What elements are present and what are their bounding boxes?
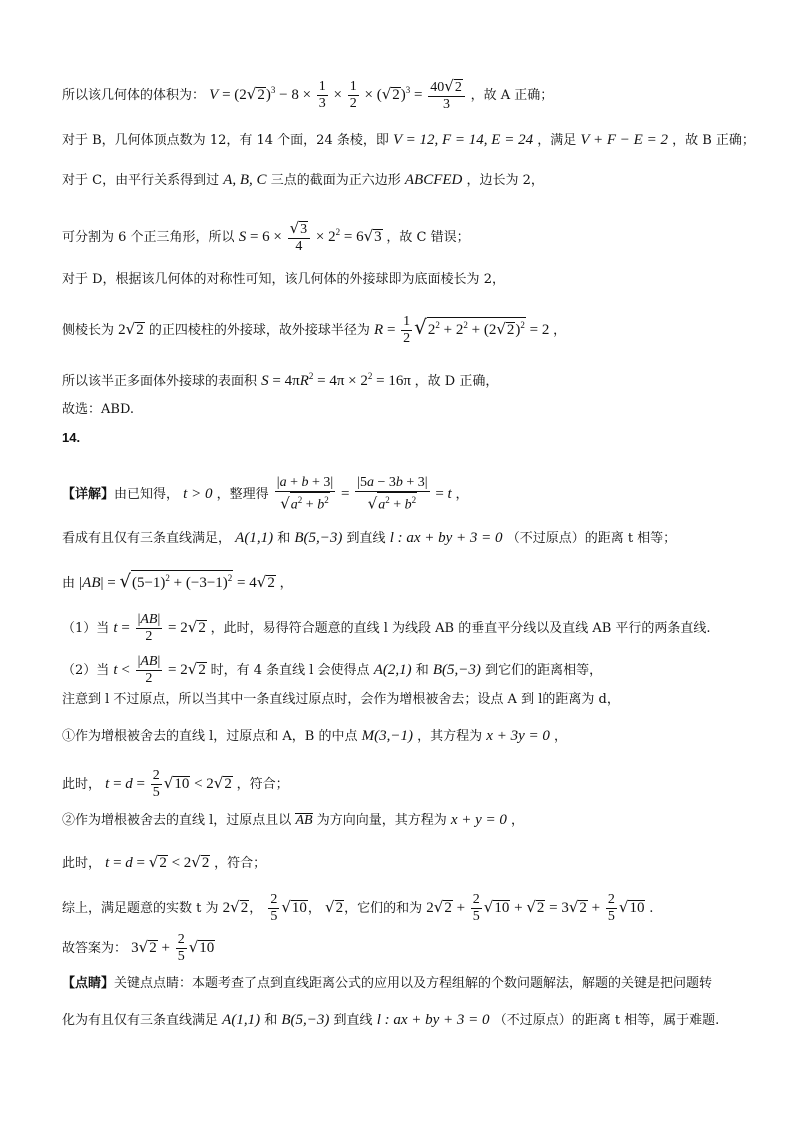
comment2-text: 化为有且仅有三条直线满足 [62, 1013, 219, 1028]
detail-formula2: $\frac{|a + b + 3|}{√a^2 + b^2}$ = $\frac{|5a - 3b + 3|}{√a^2 + b^2}$ = t [276, 475, 452, 513]
volume-formula: $V = (2√2)^3 - 8$ × $\frac{1}{3}$ × $\frac{1}{2}$ × $(√2)^3$ = $\frac{40√2}{3}$ [209, 87, 470, 103]
question-number-text: 14. [62, 430, 81, 445]
root2-text: ②作为增根被舍去的直线 l，过原点且以 [62, 813, 292, 828]
question-number [62, 428, 746, 448]
d-line [62, 270, 746, 290]
midpoint-m: M(3,−1) [361, 728, 413, 744]
summary-value2: $\frac{2}{5}$ √10 [270, 892, 307, 924]
radius-formula2: R = $\frac{1}{2}$ $√2^2 + 2^2 + (2√2)^2 = 2$ [374, 314, 554, 346]
volume-text: 所以该几何体的体积为： [62, 87, 206, 103]
summary-line: 综上，满足题意的实数 t 为 2√2， $\frac{2}{5}$ √10， √2，它们的和为 2√2 + $\frac{2}{5}$ √10 + √2 = 3√2 + $\frac{2}{5}$ √10 . [62, 892, 654, 924]
and-1: 和 [277, 531, 291, 546]
note-text: 注意到 l 不过原点，所以当其中一条直线过原点时，会作为增根被舍去；设点 A 到 l的距离为 d， [62, 692, 620, 707]
answer-text: 故选：ABD. [62, 402, 135, 417]
root1-check-formula: t = d = $\frac{2}{5}$ √10 < 2√2 [105, 768, 232, 800]
detail-line [62, 475, 746, 514]
root1-mid: ，其方程为 [417, 729, 483, 744]
detail-text: 由已知得， [114, 486, 180, 502]
case1-end: ，此时，易得符合题意的直线 l 为线段 AB 的垂直平分线以及直线 AB 平行的两条直线. [210, 620, 711, 636]
ab-formula: $|AB| = √(5-1)^2 + (-3-1)^2 = 4√2$ [79, 571, 275, 592]
root2-equation: x + y = 0 [450, 812, 507, 828]
case2-formula: t < $\frac{|AB|}{2}$ = 2√2 [113, 654, 206, 686]
comment2-and: 和 [264, 1013, 278, 1028]
summary-value1: 2√2 [222, 897, 249, 916]
summary-end: . [649, 900, 654, 916]
case2-and: 和 [415, 662, 429, 678]
b-line [62, 130, 755, 151]
root2-check-end: ，符合； [214, 856, 267, 871]
surface-formula: $S = 4\pi R^2 = 4\pi \times 2^2 = 16\pi$ [261, 371, 415, 389]
case1-text: （1）当 [62, 620, 110, 636]
volume-line [62, 78, 746, 113]
b-text: 对于 B，几何体顶点数为 12，有 14 个面，24 条棱，即 [62, 133, 389, 148]
comment-line-2 [62, 1010, 746, 1031]
case2-line [62, 654, 746, 687]
comment2-point-b: B(5,−3) [281, 1012, 330, 1028]
three-lines-line [62, 528, 746, 549]
case2-mid: 时，有 4 条直线 l 会使得点 [210, 662, 370, 678]
radius-end: ， [553, 322, 567, 338]
point-b: B(5,−3) [294, 530, 343, 546]
root1-text: ①作为增根被舍去的直线 l，过原点和 A，B 的中点 [62, 729, 358, 744]
comment2-line-eq: l : ax + by + 3 = 0 [376, 1012, 490, 1028]
case2-point-b: B(5,−3) [432, 661, 481, 678]
root2-check-text: 此时， [62, 856, 102, 871]
c-text: 对于 C，由平行关系得到过 [62, 173, 220, 188]
comment-line [62, 974, 746, 994]
case2-text: （2）当 [62, 662, 110, 678]
c-area-text: 可分割为 6 个正三角形，所以 [62, 229, 235, 245]
c-area-formula: S = 6 × $\frac{√3}{4}$ × $2^2 = 6√3$ [238, 219, 382, 254]
radius-text: 侧棱长为 [62, 322, 115, 338]
final-answer-formula: 3√2 + $\frac{2}{5}$ √10 [131, 932, 215, 964]
note-line [62, 690, 746, 710]
b-formula2: V + F − E = 2 [580, 132, 668, 148]
ab-text: 由 [62, 576, 76, 591]
b-mid: ，满足 [537, 133, 577, 148]
b-formula: V = 12, F = 14, E = 24 [392, 132, 534, 148]
c-mid: 三点的截面为正六边形 [270, 173, 401, 188]
c-end: ，边长为 2， [466, 173, 544, 188]
ab-line [62, 570, 746, 594]
case1-formula: t = $\frac{|AB|}{2}$ = 2√2 [113, 612, 206, 644]
three-lines-end: （不过原点）的距离 t 相等； [506, 531, 677, 546]
summary-value3: √2 [325, 897, 344, 916]
root1-check-end: ，符合； [236, 776, 289, 792]
line-eq: l : ax + by + 3 = 0 [389, 530, 503, 546]
final-answer-text: 故答案为： [62, 940, 128, 956]
c-area-line [62, 220, 746, 255]
comment2-end: （不过原点）的距离 t 相等，属于难题. [493, 1013, 720, 1028]
detail-label: 【详解】 [62, 486, 115, 502]
case2-point-a: A(2,1) [373, 661, 412, 678]
c-area-end: ，故 C 错误； [386, 229, 470, 245]
root2-line [62, 810, 746, 831]
three-lines-text: 看成有且仅有三条直线满足， [62, 531, 232, 546]
root2-mid: 为方向向量，其方程为 [316, 813, 447, 828]
root1-check-line [62, 768, 746, 801]
radius-line [62, 314, 746, 347]
c-formula: A, B, C [223, 172, 267, 188]
root1-equation: x + 3y = 0 [486, 728, 550, 744]
to-line: 到直线 [346, 531, 386, 546]
vector-ab: AB [295, 813, 313, 828]
detail-end: ， [455, 486, 469, 502]
b-end: ，故 B 正确； [672, 133, 755, 148]
case1-line [62, 612, 746, 645]
root1-end: ， [554, 729, 568, 744]
answer-line [62, 400, 746, 420]
radius-mid: 的正四棱柱的外接球，故外接球半径为 [148, 322, 370, 338]
c-line [62, 170, 746, 191]
c-formula2: ABCFED [404, 172, 463, 188]
summary-text: 综上，满足题意的实数 t 为 [62, 900, 219, 916]
ab-end: ， [279, 576, 293, 591]
surface-text: 所以该半正多面体外接球的表面积 [62, 374, 258, 389]
point-a: A(1,1) [235, 530, 274, 546]
root2-check-formula: t = d = √2 < 2√2 [105, 853, 210, 871]
comment2-to: 到直线 [333, 1013, 373, 1028]
final-answer-line [62, 932, 746, 965]
surface-end: ，故 D 正确， [414, 374, 499, 389]
detail-mid: ，整理得 [216, 486, 269, 502]
root2-check-line [62, 852, 746, 874]
detail-formula: t > 0 [183, 485, 213, 502]
volume-end: ，故 A 正确； [470, 87, 554, 103]
root1-check-text: 此时， [62, 776, 102, 792]
radius-formula: 2√2 [118, 319, 144, 338]
root2-end: ， [511, 813, 525, 828]
comment2-point-a: A(1,1) [222, 1012, 261, 1028]
d-text: 对于 D，根据该几何体的对称性可知，该几何体的外接球即为底面棱长为 2， [62, 272, 505, 287]
surface-line [62, 366, 746, 392]
case2-end: 到它们的距离相等， [485, 662, 603, 678]
comment-text: 关键点点睛：本题考查了点到直线距离公式的应用以及方程组解的个数问题解法，解题的关键是把问题转 [114, 976, 713, 991]
summary-sum: 2√2 + $\frac{2}{5}$ √10 + √2 = 3√2 + $\frac{2}{5}$ √10 [426, 892, 645, 924]
root1-line [62, 726, 746, 747]
summary-mid: ，它们的和为 [344, 900, 423, 916]
comment-label: 【点睛】 [62, 976, 115, 991]
